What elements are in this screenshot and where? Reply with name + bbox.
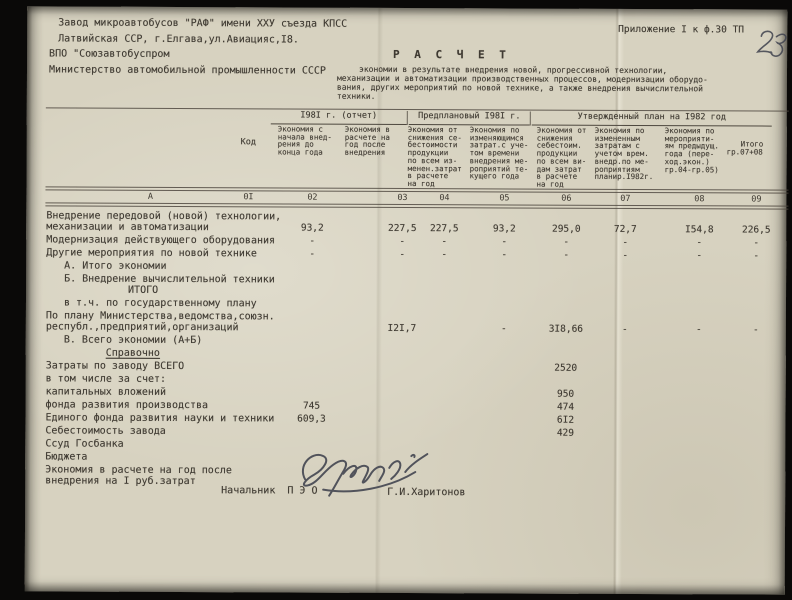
column-header-line: кущего года (469, 171, 520, 181)
column-header-line: ход.экон.) (664, 156, 710, 167)
row-label-line: республ.,предприятий,организаций (45, 321, 239, 334)
column-header-line: снижения се- (407, 132, 462, 142)
table-row (26, 234, 786, 248)
column-header-line: бестоимости (407, 140, 458, 150)
column-header-line: продукции (536, 148, 578, 158)
column-header-line: затратам с (594, 141, 640, 151)
column-header-line: Экономия по (469, 125, 520, 135)
column-code: 07 (620, 193, 631, 204)
column-header-line: на год (407, 178, 435, 189)
cell-value: 93,2 (300, 222, 324, 234)
cell-value: 3I8,66 (548, 323, 584, 335)
column-header-line: на год (536, 179, 564, 189)
row-label-line: внедрения на I руб.затрат (45, 475, 196, 488)
table-row (26, 347, 786, 361)
column-header-line: себестоим. (536, 140, 582, 151)
column-header-line: Итого (740, 139, 764, 149)
cell-value: - (501, 236, 508, 248)
column-code: 04 (439, 192, 450, 203)
cell-value: - (753, 250, 760, 262)
table-row (25, 425, 785, 439)
column-header-line: расчете на (344, 132, 390, 142)
column-header-line: внедрения ме- (469, 156, 529, 166)
cell-value: I2I,7 (387, 322, 417, 335)
column-group-header: Предплановый I98I г. (409, 111, 530, 126)
letterhead-line: Министерство автомобильной промышленности СССР (48, 64, 326, 77)
column-header-line: изменяющимся (469, 132, 524, 143)
cell-value: - (399, 248, 406, 260)
column-header-line: затрат.с уче- (469, 140, 529, 150)
table-row (26, 360, 786, 374)
letterhead-line: ВПО "Союзавтобуспром (49, 48, 170, 60)
column-header-line: снижения (536, 133, 573, 143)
column-header-line: год после (344, 140, 386, 150)
cell-value: - (622, 236, 629, 248)
row-label-line: Внедрение передовой (новой) технологии, (46, 210, 282, 223)
column-header (727, 140, 791, 156)
cell-value: 609,3 (297, 413, 326, 425)
table-row (26, 310, 786, 335)
cell-value: 474 (556, 401, 575, 413)
row-label-line: механизации и автоматизации (46, 221, 209, 234)
row-label-line: в т.ч. по государственному плану (63, 297, 257, 310)
row-label-line: капитальных вложений (45, 386, 167, 398)
column-header-line: дам затрат (536, 164, 582, 174)
cell-value: - (309, 235, 316, 247)
signature-position-label: Начальник П Э О (221, 485, 318, 497)
column-header (407, 126, 473, 188)
column-header-line: в расчете (407, 171, 449, 181)
column-header-line: внедр.по ме- (594, 156, 649, 166)
cell-value: 226,5 (741, 224, 771, 236)
cell-value: 429 (556, 427, 575, 439)
table-row (26, 297, 786, 311)
row-label-line: Ссуд Госбанка (45, 438, 124, 450)
table-row (26, 373, 786, 387)
column-header-line: гр.07+08 (726, 147, 763, 157)
column-header (595, 127, 665, 181)
cell-value: - (563, 249, 570, 261)
row-label-line: в том числе за счет: (45, 373, 167, 385)
table-row (26, 399, 786, 413)
cell-value: - (695, 324, 702, 336)
row-label-line: Модернизация действующего оборудования (46, 234, 276, 247)
cell-value: - (621, 323, 628, 335)
row-label-line: По плану Министерства,ведомства,союзн. (45, 310, 275, 323)
row-label-line: Другие мероприятия по новой технике (46, 247, 257, 260)
column-code: 08 (694, 193, 705, 204)
column-header-line: Экономия по (594, 125, 645, 136)
row-label-line: ИТОГО (128, 284, 159, 296)
cell-value: - (501, 249, 508, 261)
code-column-label: Код (240, 137, 257, 148)
column-header-line: продукции (407, 148, 449, 158)
column-header-line: Экономия с (277, 124, 323, 134)
cell-value: - (696, 237, 703, 249)
cell-value: - (500, 323, 507, 335)
column-header-line: том времени (469, 148, 520, 158)
column-header-line: ям предыдущ. (664, 141, 719, 151)
subtitle-line: вания, других мероприятий по новой технике, а также внедрения вычислительной (336, 82, 703, 94)
table-row (26, 260, 786, 274)
column-header-line: внедрения (344, 147, 386, 158)
cell-value: 950 (556, 388, 575, 400)
row-label-line: Справочно (105, 347, 160, 359)
column-header (536, 127, 600, 189)
table-row (26, 334, 786, 348)
subtitle-line: техники. (336, 91, 376, 101)
row-label-line: Единого фонда развития науки и техники (45, 412, 275, 425)
column-header-line: учетом врем. (594, 148, 649, 159)
cell-value: - (752, 324, 759, 336)
column-header-line: Экономия от (407, 125, 458, 135)
group-separator (530, 112, 531, 126)
cell-value: 295,0 (551, 223, 581, 235)
column-header-line: менен.затрат (407, 163, 462, 173)
column-header-line: гр.04-гр.05) (664, 164, 719, 174)
column-header-line: конца года (277, 147, 323, 157)
column-header-line: измененным (594, 133, 640, 143)
cell-value: 227,5 (429, 223, 459, 235)
subtitle-line: экономии в результате внедрения новой, прогрессивной технологии, (358, 64, 668, 76)
column-code: 06 (561, 193, 572, 204)
appendix-note: Приложение I к ф.30 ТП (618, 23, 745, 36)
cell-value: - (753, 237, 760, 249)
column-header-line: рения до (277, 139, 314, 150)
column-header-line: года (пере- (664, 149, 715, 159)
scanned-document (25, 6, 788, 594)
table-row (26, 273, 786, 298)
table-row (26, 210, 786, 235)
cell-value: - (399, 235, 406, 247)
handwritten-page-number (751, 24, 786, 64)
column-header-line: начала внед- (277, 132, 332, 142)
subtitle-line: механизации и автоматизации производственных процессов, модернизации оборудо- (336, 73, 708, 85)
column-header-line: роприятий те- (469, 163, 529, 174)
row-label-line: Себестоимость завода (45, 425, 166, 437)
column-header (665, 127, 731, 174)
group-separator (407, 111, 408, 125)
cell-value: - (441, 249, 448, 261)
column-code: 09 (751, 194, 762, 205)
cell-value: - (622, 249, 629, 261)
column-code: 05 (499, 192, 510, 203)
cell-value: 6I2 (556, 414, 575, 426)
column-header (345, 126, 407, 157)
table-row (26, 386, 786, 400)
cell-value: - (309, 248, 316, 260)
cell-value: - (441, 236, 448, 248)
column-header-line: роприятиям (594, 164, 640, 174)
cell-value: 93,2 (492, 223, 516, 235)
cell-value: - (696, 250, 703, 262)
column-group-header: I98I г. (отчет) (271, 110, 407, 125)
column-header-line: мероприяти- (664, 133, 715, 144)
column-header-line: в расчете (536, 171, 578, 181)
column-code: 03 (397, 192, 408, 203)
row-label-line: А. Итого экономии (64, 260, 167, 272)
column-code: 02 (307, 192, 318, 203)
letterhead-line: Латвийская ССР, г.Елгава,ул.Авиацияс,I8. (58, 33, 299, 46)
document-title: Р А С Ч Е Т (393, 47, 510, 62)
column-header-line: Экономия в (344, 124, 390, 134)
row-label-line: Б. Внедрение вычислительной техники (64, 273, 275, 286)
column-header-line: по всем из- (407, 155, 458, 166)
cell-value: - (563, 236, 570, 248)
column-header (278, 125, 340, 156)
column-header-line: по всем ви- (536, 156, 587, 166)
cell-value: 745 (302, 400, 321, 412)
column-header-line: Экономия по (664, 126, 715, 136)
letterhead-line: Завод микроавтобусов "РАФ" имени ХХУ съезда КПСС (58, 17, 348, 30)
row-label-line: Затраты по заводу ВСЕГО (45, 360, 185, 373)
row-label-line: В. Всего экономии (А+Б) (63, 334, 203, 347)
cell-value: 72,7 (613, 223, 637, 236)
column-header-line: планир.I982г. (594, 172, 654, 182)
cell-value: 2520 (554, 362, 578, 374)
cell-value: I54,8 (684, 224, 714, 236)
column-header-line: Экономия от (536, 125, 587, 135)
row-label-line: фонда развития производства (45, 399, 209, 412)
column-header (470, 126, 542, 180)
row-label-line: Бюджета (45, 451, 88, 463)
table-row (26, 247, 786, 261)
cell-value: 227,5 (387, 222, 417, 235)
row-label-line: Экономия в расчете на год после (45, 464, 232, 477)
column-group-header: Утвержденный план на I982 год (532, 112, 772, 127)
signatory-name: Г.И.Харитонов (387, 486, 466, 499)
column-code: А (147, 191, 154, 202)
column-code: 0I (243, 191, 254, 202)
table-row (25, 412, 785, 426)
